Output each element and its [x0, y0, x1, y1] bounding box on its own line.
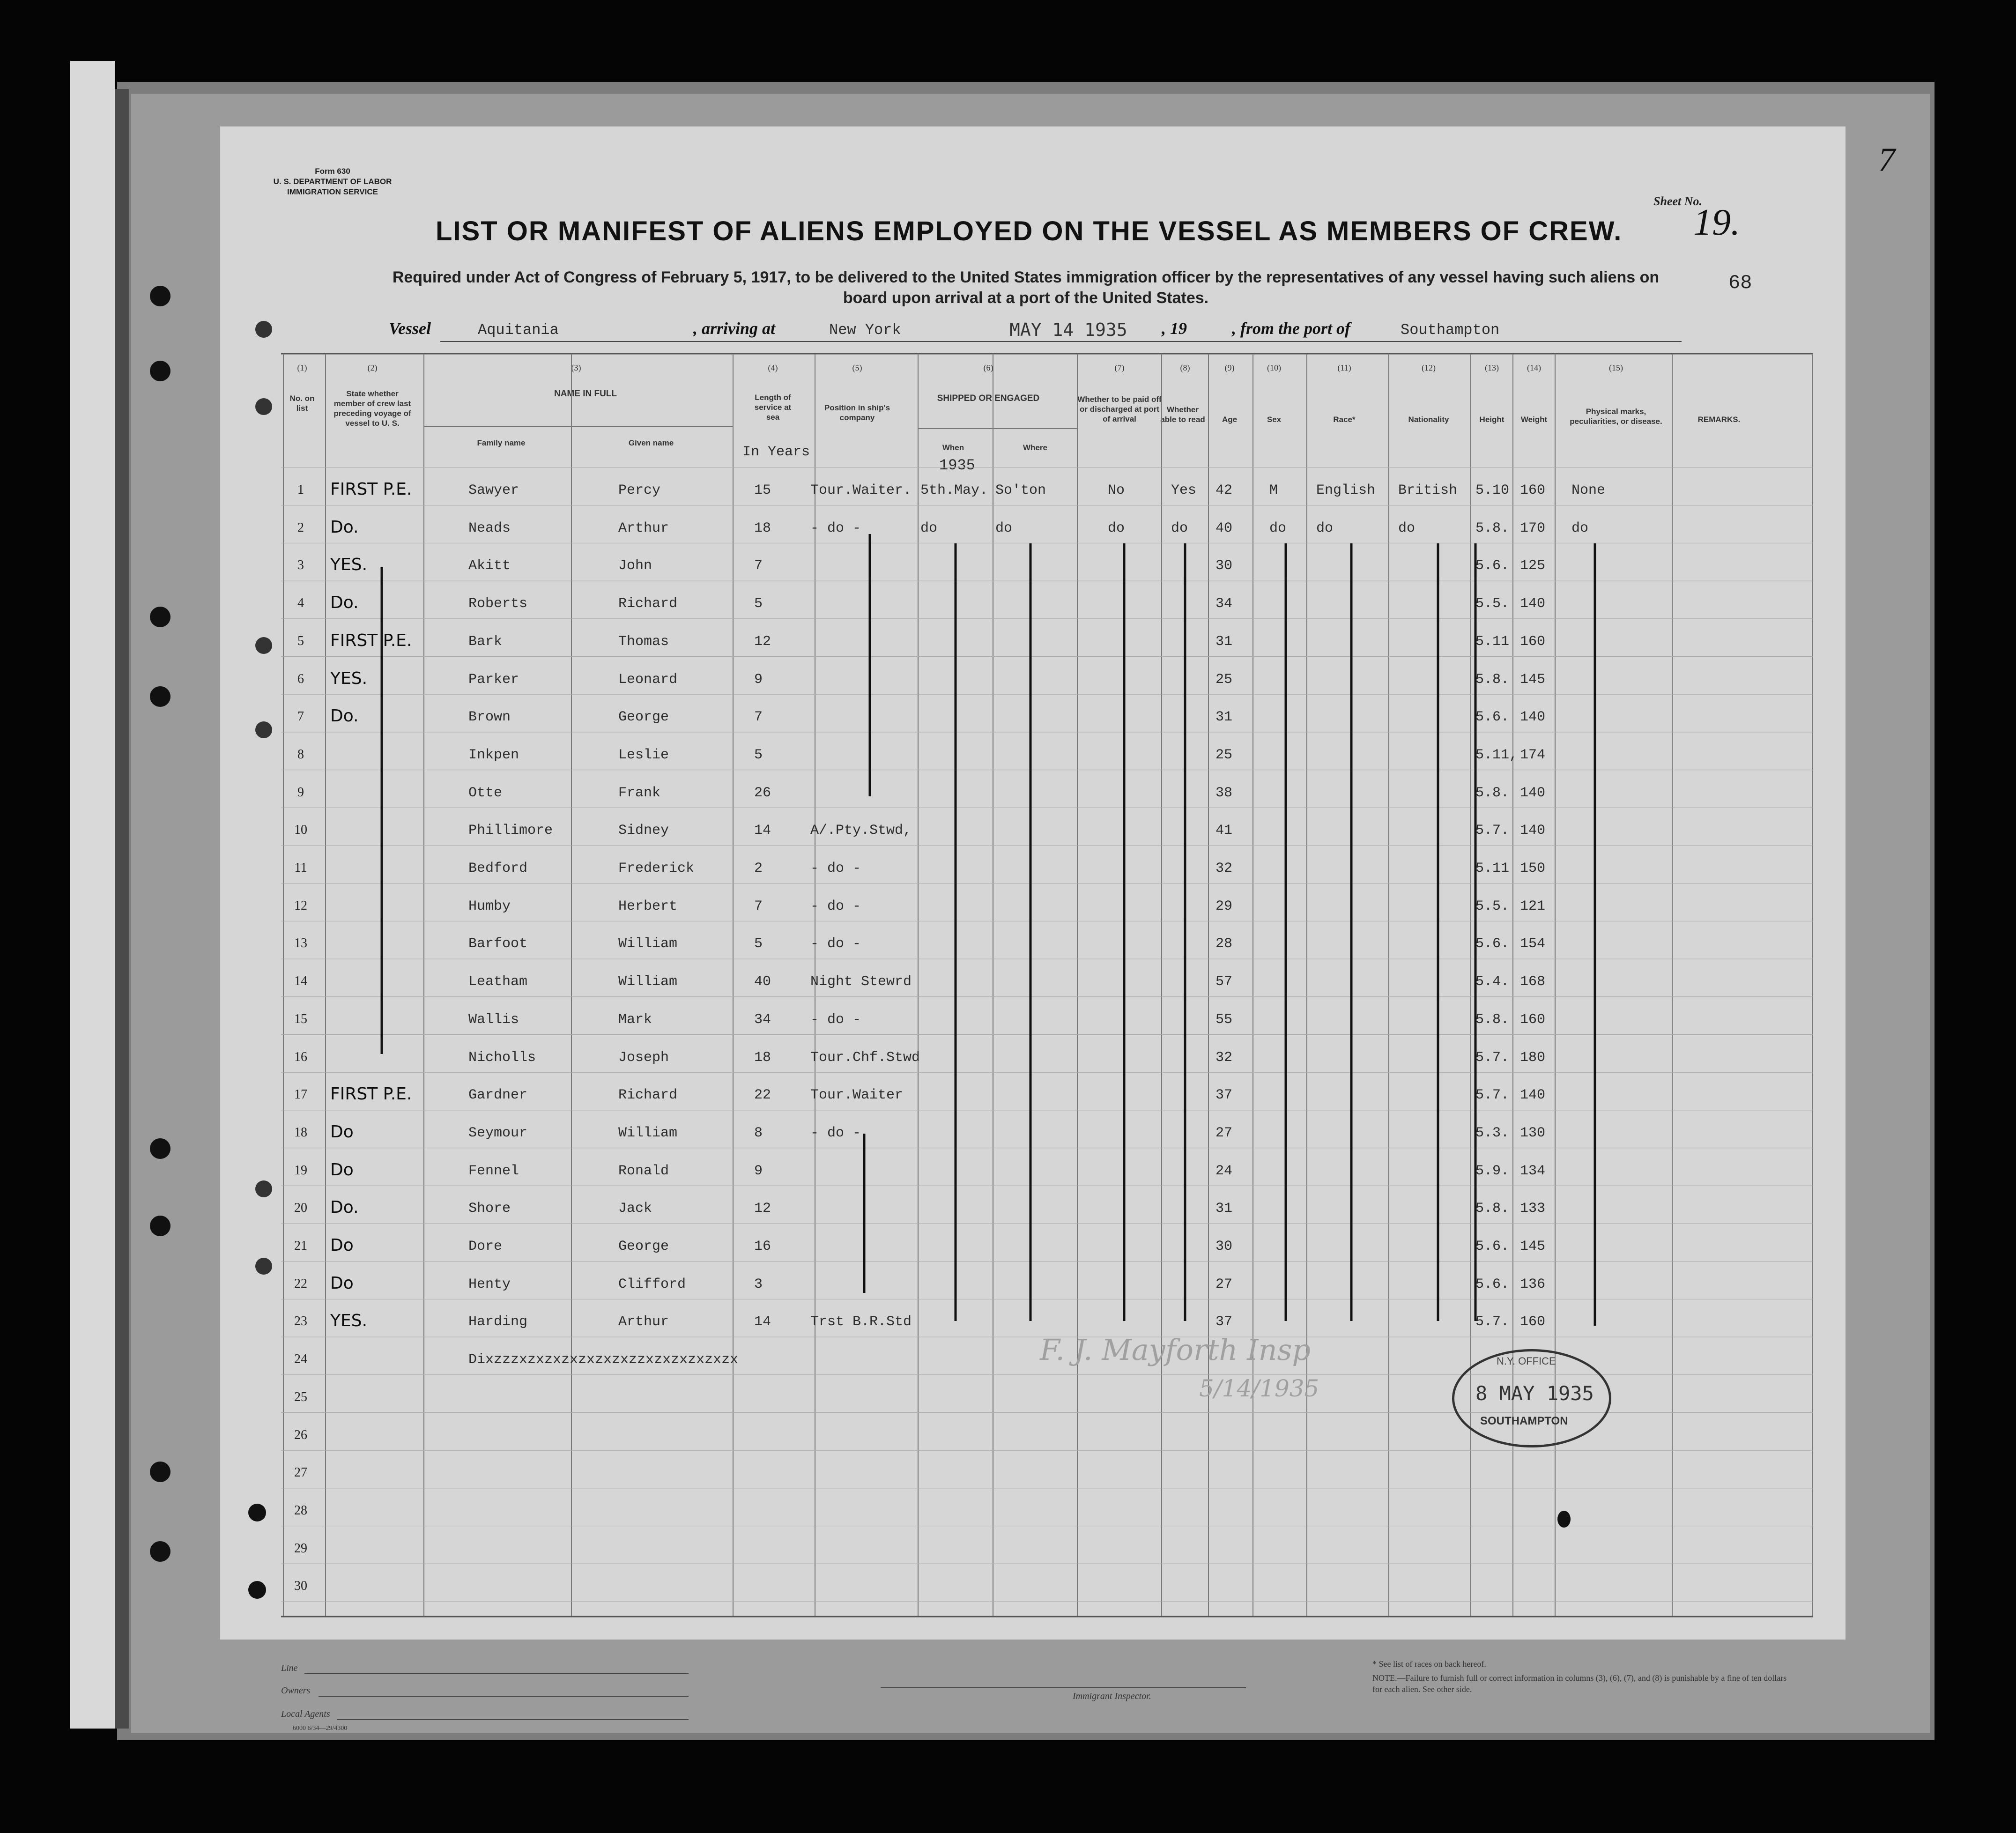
cell-height: 5.4.: [1475, 974, 1510, 990]
cell-service: 18: [754, 1049, 771, 1066]
row-number: 9: [297, 785, 304, 800]
header-sex: Sex: [1267, 415, 1282, 424]
stamp-date: 8 MAY 1935: [1475, 1382, 1594, 1405]
departure-port: Southampton: [1401, 321, 1500, 339]
cell-race: English: [1316, 482, 1376, 498]
sheet-number: 19.: [1693, 202, 1740, 243]
cell-service: 7: [754, 558, 763, 574]
cell-height: 5.7.: [1475, 1314, 1510, 1330]
cell-service: 9: [754, 1163, 763, 1179]
cell-family: Wallis: [468, 1011, 519, 1028]
binder-hole: [248, 1504, 266, 1521]
header-height: Height: [1479, 415, 1505, 424]
cell-age: 38: [1216, 785, 1233, 801]
cell-height: 5.6.: [1475, 936, 1510, 952]
cell-age: 25: [1216, 671, 1233, 688]
cell-given: William: [618, 974, 678, 990]
row-number: 2: [297, 520, 304, 535]
binder-hole: [255, 321, 272, 338]
cell-service: 9: [754, 671, 763, 688]
cell-service: 15: [754, 482, 771, 498]
binder-hole: [248, 1581, 266, 1599]
footer-line-label: Line: [281, 1663, 298, 1673]
cell-given: Clifford: [618, 1276, 686, 1292]
cell-age: 42: [1216, 482, 1233, 498]
cell-service: 34: [754, 1011, 771, 1028]
cell-service: 12: [754, 1201, 771, 1217]
page-title: LIST OR MANIFEST OF ALIENS EMPLOYED ON THE VESSEL AS MEMBERS OF CREW.: [436, 216, 1623, 246]
cell-member: Do: [330, 1236, 354, 1255]
cell-age: 37: [1216, 1314, 1233, 1330]
col-num-6: (6): [983, 363, 993, 372]
stamp-place: SOUTHAMPTON: [1480, 1415, 1568, 1427]
cell-service: 26: [754, 785, 771, 801]
cell-weight: 145: [1520, 671, 1546, 688]
row-number: 4: [297, 596, 304, 611]
arrival-port: New York: [829, 321, 901, 339]
cell-weight: 168: [1520, 974, 1546, 990]
cell-member: Do.: [330, 706, 359, 726]
binder-hole: [255, 721, 272, 738]
row-number: 19: [294, 1163, 307, 1178]
cell-height: 5.10: [1475, 482, 1510, 498]
stamp-top-text: N.Y. OFFICE: [1497, 1355, 1556, 1367]
cell-family: Nicholls: [468, 1049, 536, 1066]
cell-height: 5.7.: [1475, 1049, 1510, 1066]
cell-service: 14: [754, 823, 771, 839]
row-number: 22: [294, 1276, 307, 1291]
cell-member: Do: [330, 1122, 354, 1142]
cell-family: Akitt: [468, 558, 511, 574]
inspector-label: Immigrant Inspector.: [1073, 1691, 1151, 1701]
binder-hole: [150, 1462, 170, 1482]
row-number: 1: [297, 482, 304, 497]
col-num-2: (2): [367, 363, 378, 372]
cell-height: 5.9.: [1475, 1163, 1510, 1179]
row-number: 10: [294, 823, 307, 838]
binder-hole: [150, 361, 170, 381]
cell-age: 32: [1216, 861, 1233, 876]
col-num-11: (11): [1337, 363, 1351, 372]
cell-service: 5: [754, 936, 763, 952]
cell-given: Richard: [618, 596, 678, 612]
col-num-15: (15): [1609, 363, 1623, 372]
header-when: When: [942, 443, 964, 452]
row-number: 20: [294, 1201, 307, 1216]
col-num-13: (13): [1485, 363, 1499, 372]
cell-family: Dore: [468, 1239, 503, 1254]
cell-height: 5.8.: [1475, 1011, 1510, 1028]
cell-weight: 134: [1520, 1163, 1546, 1179]
cell-family: Shore: [468, 1201, 511, 1217]
binder-hole: [255, 637, 272, 654]
cell-service: 16: [754, 1239, 771, 1254]
cell-weight: 170: [1520, 520, 1546, 536]
row-number: 28: [294, 1503, 307, 1518]
cell-weight: 145: [1520, 1239, 1546, 1254]
col-num-12: (12): [1422, 363, 1436, 372]
cell-member: YES.: [330, 555, 368, 575]
cell-age: 31: [1216, 709, 1233, 726]
header-position: Position in ship's company: [824, 403, 890, 422]
cell-family: Barfoot: [468, 936, 528, 952]
page-subtitle: Required under Act of Congress of February 5, 1917, to be delivered to the United States immigration officer by the representatives of any vessel having such aliens on board upon arrival at a port of the United States.: [392, 268, 1660, 307]
cell-height: 5.6.: [1475, 1239, 1510, 1254]
header-name: NAME IN FULL: [554, 389, 617, 399]
cell-age: 55: [1216, 1011, 1233, 1028]
col-num-4: (4): [768, 363, 778, 372]
cell-given: John: [618, 558, 652, 574]
cell-age: 34: [1216, 596, 1233, 612]
cell-weight: 140: [1520, 709, 1546, 726]
header-physical: Physical marks, peculiarities, or disease.: [1570, 407, 1662, 426]
row-number: 27: [294, 1465, 307, 1480]
footer-line-rule: [304, 1673, 689, 1674]
cell-given: Percy: [618, 482, 661, 498]
row-number: 25: [294, 1389, 307, 1404]
row-number: 16: [294, 1049, 307, 1064]
ink-blot: [1557, 1511, 1571, 1528]
footer-note: NOTE.—Failure to furnish full or correct information in columns (3), (6), (7), and (8) is punishable by a fine of ten dollars for each alien. See other side.: [1372, 1673, 1787, 1694]
header-nationality: Nationality: [1408, 415, 1449, 424]
cell-age: 28: [1216, 936, 1233, 952]
cell-physical: None: [1571, 482, 1606, 498]
col-num-1: (1): [297, 363, 307, 372]
cell-given: George: [618, 709, 669, 726]
cell-weight: 174: [1520, 747, 1546, 763]
cell-service: 5: [754, 747, 763, 763]
cell-member: YES.: [330, 1311, 368, 1331]
footer-owners-rule: [319, 1696, 689, 1697]
row-number: 21: [294, 1239, 307, 1253]
cell-position: Night Stewrd: [810, 974, 912, 990]
cell-age: 40: [1216, 520, 1233, 536]
cell-given: Arthur: [618, 520, 669, 536]
cell-given: Arthur: [618, 1314, 669, 1330]
binder-hole: [150, 1541, 170, 1562]
cell-age: 27: [1216, 1276, 1233, 1292]
cell-weight: 160: [1520, 1314, 1546, 1330]
cell-height: 5.8.: [1475, 1201, 1510, 1217]
cell-given: William: [618, 1125, 678, 1141]
cell-service: 8: [754, 1125, 763, 1141]
cell-age: 25: [1216, 747, 1233, 763]
row-number: 30: [294, 1579, 307, 1594]
cell-weight: 150: [1520, 861, 1546, 876]
cell-height: 5.11: [1475, 633, 1510, 650]
row-number: 23: [294, 1314, 307, 1329]
row-number: 29: [294, 1541, 307, 1556]
cell-member: Do: [330, 1273, 354, 1293]
cell-member: FIRST P.E.: [330, 480, 412, 499]
cell-height: 5.11: [1475, 861, 1510, 876]
header-remarks: REMARKS.: [1697, 415, 1741, 424]
cell-family: Roberts: [468, 596, 528, 612]
cell-given: Thomas: [618, 633, 669, 650]
cell-position: Tour.Waiter.: [810, 482, 912, 498]
inspector-signature: F. J. Mayforth Insp: [1040, 1333, 1311, 1367]
binder-hole: [255, 1180, 272, 1197]
row-number: 24: [294, 1352, 307, 1367]
binder-hole: [255, 1258, 272, 1275]
cell-height: 5.6.: [1475, 709, 1510, 726]
cell-family: Bark: [468, 633, 503, 650]
corner-number: 7: [1878, 141, 1895, 178]
cell-read: do: [1171, 520, 1188, 536]
sheet-label: Sheet No.: [1653, 194, 1702, 208]
cell-weight: 125: [1520, 558, 1546, 574]
cell-family: Gardner: [468, 1087, 528, 1104]
binder-hole: [150, 686, 170, 707]
cell-age: 30: [1216, 1239, 1233, 1254]
col-num-9: (9): [1224, 363, 1235, 372]
cell-weight: 140: [1520, 785, 1546, 801]
cell-height: 5.5.: [1475, 596, 1510, 612]
cell-height: 5.5.: [1475, 898, 1510, 914]
cell-nationality: British: [1398, 482, 1458, 498]
row-number: 7: [297, 709, 304, 724]
header-service: Length of service at sea: [754, 393, 792, 422]
inspector-signature-date: 5/14/1935: [1199, 1375, 1319, 1402]
form-number: Form 630: [315, 167, 350, 176]
cell-service: 5: [754, 596, 763, 612]
arrival-date: MAY 14 1935: [1009, 319, 1127, 340]
footer-owners-label: Owners: [281, 1685, 311, 1696]
cell-when: 5th.May.: [920, 482, 988, 498]
cell-read: Yes: [1171, 482, 1197, 498]
cell-weight: 154: [1520, 936, 1546, 952]
cell-given: Frederick: [618, 861, 695, 876]
cell-position: - do -: [810, 861, 861, 876]
cell-weight: 136: [1520, 1276, 1546, 1292]
header-weight: Weight: [1520, 415, 1548, 424]
office-stamp: [1452, 1349, 1611, 1447]
cell-weight: 140: [1520, 1087, 1546, 1104]
col-num-7: (7): [1114, 363, 1125, 372]
header-service-unit: In Years: [742, 444, 810, 460]
cell-sex: do: [1269, 520, 1287, 536]
cell-service: 2: [754, 861, 763, 876]
col-num-8: (8): [1180, 363, 1190, 372]
binder-hole: [150, 286, 170, 306]
cell-where: So'ton: [995, 482, 1046, 498]
footer-note-star: * See list of races on back hereof.: [1372, 1659, 1486, 1669]
cell-age: 30: [1216, 558, 1233, 574]
cell-height: 5.6.: [1475, 1276, 1510, 1292]
vessel-name: Aquitania: [478, 321, 559, 339]
arriving-label: , arriving at: [693, 319, 776, 338]
cell-height: 5.8.: [1475, 520, 1510, 536]
row-number: 12: [294, 898, 307, 913]
cell-given: Mark: [618, 1011, 652, 1028]
cell-given: Joseph: [618, 1049, 669, 1066]
cell-position: - do -: [810, 936, 861, 952]
header-race: Race*: [1333, 415, 1356, 424]
cell-family: Phillimore: [468, 823, 553, 839]
row-number: 3: [297, 558, 304, 573]
cell-member: Do: [330, 1160, 354, 1180]
col-num-5: (5): [852, 363, 862, 372]
cell-given: Richard: [618, 1087, 678, 1104]
cell-age: 37: [1216, 1087, 1233, 1104]
cell-paid: No: [1108, 482, 1125, 498]
binder-hole: [150, 1138, 170, 1159]
cell-family: Brown: [468, 709, 511, 726]
header-shipped: SHIPPED OR ENGAGED: [937, 393, 1040, 403]
cell-service: 7: [754, 709, 763, 726]
col-num-3: (3): [571, 363, 581, 372]
cell-height: 5.8.: [1475, 671, 1510, 688]
cell-weight: 160: [1520, 482, 1546, 498]
vessel-label: Vessel: [389, 319, 431, 338]
cell-given: Ronald: [618, 1163, 669, 1179]
cell-position: Trst B.R.Std: [810, 1314, 912, 1330]
row-number: 11: [294, 861, 307, 875]
cell-service: 7: [754, 898, 763, 914]
cell-service: 12: [754, 633, 771, 650]
cell-given: Jack: [618, 1201, 652, 1217]
cell-position: - do -: [810, 1125, 861, 1141]
year-label: , 19: [1162, 319, 1187, 338]
header-where: Where: [1023, 443, 1047, 452]
cell-position: Tour.Chf.Stwd: [810, 1049, 920, 1066]
cell-age: 32: [1216, 1049, 1233, 1066]
cell-position: Tour.Waiter: [810, 1087, 904, 1104]
col-num-10: (10): [1267, 363, 1281, 372]
cell-service: 18: [754, 520, 771, 536]
row-number: 5: [297, 633, 304, 648]
row-number: 26: [294, 1427, 307, 1442]
cell-nationality: do: [1398, 520, 1416, 536]
cell-family: Sawyer: [468, 482, 519, 498]
header-read: Whether able to read: [1160, 405, 1205, 424]
cell-age: 41: [1216, 823, 1233, 839]
cell-position: - do -: [810, 1011, 861, 1028]
header-no: No. on list: [289, 394, 315, 413]
cell-position: A/.Pty.Stwd,: [810, 823, 912, 839]
header-family: Family name: [477, 438, 526, 447]
cell-position: - do -: [810, 898, 861, 914]
cell-height: 5.7.: [1475, 823, 1510, 839]
cell-given: Frank: [618, 785, 661, 801]
cell-family: Neads: [468, 520, 511, 536]
cell-given: Sidney: [618, 823, 669, 839]
cell-physical: do: [1571, 520, 1589, 536]
service-name: IMMIGRATION SERVICE: [287, 187, 378, 196]
cell-weight: 160: [1520, 1011, 1546, 1028]
department-name: U. S. DEPARTMENT OF LABOR: [273, 177, 392, 186]
cell-paid: do: [1108, 520, 1125, 536]
row-number: 15: [294, 1011, 307, 1026]
cell-race: do: [1316, 520, 1334, 536]
col-num-14: (14): [1527, 363, 1541, 372]
cell-where: do: [995, 520, 1013, 536]
cell-service: 40: [754, 974, 771, 990]
cell-given: George: [618, 1239, 669, 1254]
cell-family: Seymour: [468, 1125, 528, 1141]
cell-member: Do.: [330, 517, 359, 537]
cell-given: Herbert: [618, 898, 678, 914]
cell-family: Bedford: [468, 861, 528, 876]
cell-family: Leatham: [468, 974, 528, 990]
cell-service: 3: [754, 1276, 763, 1292]
cell-weight: 140: [1520, 823, 1546, 839]
cell-family: Inkpen: [468, 747, 519, 763]
cell-position: - do -: [810, 520, 861, 536]
cell-member: YES.: [330, 668, 368, 688]
cell-height: 5.7.: [1475, 1087, 1510, 1104]
cell-family: Humby: [468, 898, 511, 914]
cell-weight: 130: [1520, 1125, 1546, 1141]
row-number: 6: [297, 671, 304, 686]
cell-weight: 160: [1520, 633, 1546, 650]
row-number: 17: [294, 1087, 307, 1102]
cell-weight: 140: [1520, 596, 1546, 612]
cell-family: Dixzzzxzxzxzxzxzxzxzzxzxzxzxzxzx: [468, 1352, 739, 1368]
cell-member: Do.: [330, 1198, 359, 1217]
cell-given: Leslie: [618, 747, 669, 763]
cell-weight: 180: [1520, 1049, 1546, 1066]
cell-age: 31: [1216, 1201, 1233, 1217]
cell-age: 27: [1216, 1125, 1233, 1141]
cell-member: FIRST P.E.: [330, 631, 412, 650]
cell-member: FIRST P.E.: [330, 1084, 412, 1104]
cell-family: Harding: [468, 1314, 528, 1330]
row-number: 18: [294, 1125, 307, 1140]
cell-service: 14: [754, 1314, 771, 1330]
cell-height: 5.3.: [1475, 1125, 1510, 1141]
cell-age: 24: [1216, 1163, 1233, 1179]
footer-print-code: 6000 6/34—29/4300: [293, 1725, 348, 1732]
footer-agents-rule: [337, 1719, 689, 1720]
row-number: 13: [294, 936, 307, 951]
cell-given: Leonard: [618, 671, 678, 688]
cell-age: 31: [1216, 633, 1233, 650]
from-label: , from the port of: [1232, 319, 1351, 338]
binder-hole: [255, 398, 272, 415]
footer-agents-label: Local Agents: [281, 1709, 330, 1719]
cell-member: Do.: [330, 593, 359, 613]
cell-family: Henty: [468, 1276, 511, 1292]
binder-hole: [150, 1216, 170, 1236]
cell-when: do: [920, 520, 938, 536]
cell-height: 5.8.: [1475, 785, 1510, 801]
cell-weight: 121: [1520, 898, 1546, 914]
cell-height: 5.11,: [1475, 747, 1518, 763]
cell-given: William: [618, 936, 678, 952]
cell-age: 29: [1216, 898, 1233, 914]
cell-age: 57: [1216, 974, 1233, 990]
cell-family: Parker: [468, 671, 519, 688]
header-member: State whether member of crew last preceding voyage of vessel to U. S.: [334, 389, 411, 428]
cell-family: Fennel: [468, 1163, 519, 1179]
cell-sex: M: [1269, 482, 1278, 498]
inspector-rule: [881, 1687, 1246, 1688]
row-number: 8: [297, 747, 304, 762]
cell-family: Otte: [468, 785, 503, 801]
sheet-reference: 68: [1728, 272, 1752, 294]
header-paid: Whether to be paid off or discharged at port of arrival: [1077, 395, 1162, 423]
header-when-year: 1935: [939, 457, 975, 474]
header-age: Age: [1222, 415, 1238, 424]
binder-hole: [150, 607, 170, 627]
cell-weight: 133: [1520, 1201, 1546, 1217]
cell-service: 22: [754, 1087, 771, 1104]
header-given: Given name: [628, 438, 674, 447]
row-number: 14: [294, 974, 307, 989]
cell-height: 5.6.: [1475, 558, 1510, 574]
